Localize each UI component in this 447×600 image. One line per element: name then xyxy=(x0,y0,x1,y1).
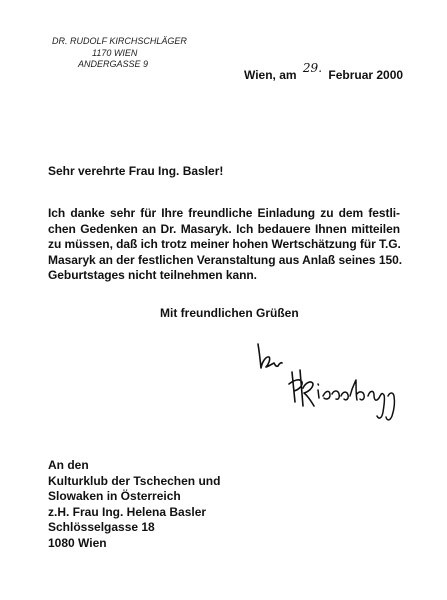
address-line: z.H. Frau Ing. Helena Basler xyxy=(48,504,207,519)
date-line xyxy=(244,61,404,82)
sender-name: DR. RUDOLF KIRCHSCHLÄGER xyxy=(52,36,187,46)
sender-street: ANDERGASSE 9 xyxy=(78,59,149,69)
body-line: Geburtstages nicht teilnehmen kann. xyxy=(48,268,257,282)
address-line: Schlösselgasse 18 xyxy=(48,520,155,534)
address-line: Kulturklub der Tschechen und xyxy=(48,473,221,488)
closing-phrase: Mit freundlichen Grüßen xyxy=(160,306,299,320)
address-line: An den xyxy=(48,458,89,472)
body-line: zu müssen, daß ich trotz meiner hohen Wertschätzung für T.G. xyxy=(48,237,401,251)
letter-body xyxy=(48,206,400,284)
address-line: 1080 Wien xyxy=(48,535,107,550)
recipient-address xyxy=(48,458,288,551)
date-suffix: Februar 2000 xyxy=(328,68,404,82)
body-line: Ich danke sehr für Ihre freundliche Einladung zu dem festli- xyxy=(48,206,400,220)
body-line: Masaryk an der festlichen Veranstaltung aus Anlaß seines 150. xyxy=(48,252,402,267)
sender-postal: 1170 WIEN xyxy=(92,47,138,58)
address-line: Slowaken in Österreich xyxy=(48,489,181,503)
salutation: Sehr verehrte Frau Ing. Basler! xyxy=(48,164,224,178)
date-prefix: Wien, am xyxy=(244,68,297,82)
handwritten-initial-signature xyxy=(254,340,286,374)
body-line: chen Gedenken an Dr. Masaryk. Ich bedauere Ihnen mitteilen xyxy=(48,221,400,236)
handwritten-signature xyxy=(286,366,406,424)
date-day-handwritten: 29. xyxy=(302,61,323,75)
sender-letterhead xyxy=(48,36,193,71)
